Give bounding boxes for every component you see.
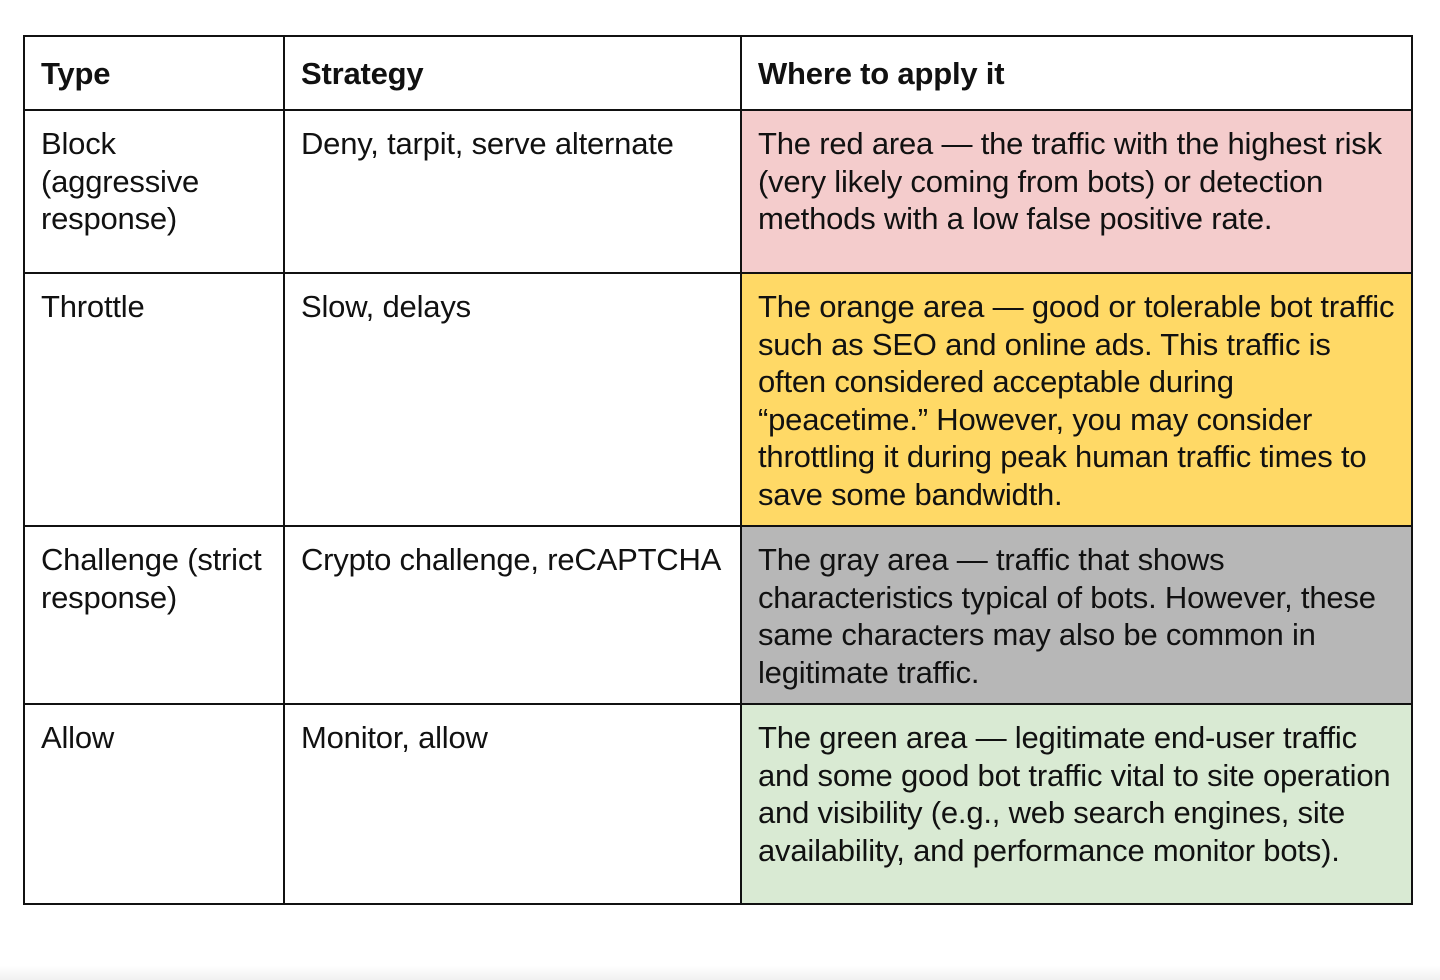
where-text: The orange area — good or tolerable bot traffic such as SEO and online ads. This traffic is often considered acceptable during “peacetime.” However, you may consider throttling it during peak human traffic times to save some bandwidth. — [758, 289, 1395, 512]
table-row-allow — [24, 704, 1412, 904]
table-row-challenge — [24, 526, 1412, 704]
strategy-cell — [284, 704, 741, 904]
header-where: Where to apply it — [741, 36, 1412, 110]
where-cell — [741, 704, 1412, 904]
type-cell — [24, 273, 284, 526]
type-text: Challenge (strict response) — [41, 542, 262, 615]
bottom-edge-shade — [0, 966, 1440, 980]
where-text: The green area — legitimate end-user traffic and some good bot traffic vital to site operation and visibility (e.g., web search engines, site availability, and performance monitor bots). — [758, 720, 1391, 868]
type-cell — [24, 110, 284, 273]
header-row — [24, 36, 1412, 110]
where-text: The red area — the traffic with the highest risk (very likely coming from bots) or detection methods with a low false positive rate. — [758, 126, 1382, 236]
header-type: Type — [24, 36, 284, 110]
strategy-cell — [284, 273, 741, 526]
table-body — [24, 110, 1412, 904]
where-cell — [741, 526, 1412, 704]
where-cell — [741, 110, 1412, 273]
strategy-text: Slow, delays — [301, 289, 471, 324]
type-text: Block (aggressive response) — [41, 126, 200, 236]
where-cell — [741, 273, 1412, 526]
strategy-cell — [284, 110, 741, 273]
strategy-text: Crypto challenge, reCAPTCHA — [301, 542, 722, 577]
strategy-text: Monitor, allow — [301, 720, 488, 755]
type-cell — [24, 704, 284, 904]
type-text: Allow — [41, 720, 115, 755]
bot-response-strategy-table — [23, 35, 1413, 905]
type-text: Throttle — [41, 289, 145, 324]
header-strategy: Strategy — [284, 36, 741, 110]
strategy-cell — [284, 526, 741, 704]
table-header — [24, 36, 1412, 110]
table-row-throttle — [24, 273, 1412, 526]
where-text: The gray area — traffic that shows characteristics typical of bots. However, these same characters may also be common in legitimate traffic. — [758, 542, 1376, 690]
strategy-text: Deny, tarpit, serve alternate — [301, 126, 674, 161]
type-cell — [24, 526, 284, 704]
table-row-block — [24, 110, 1412, 273]
